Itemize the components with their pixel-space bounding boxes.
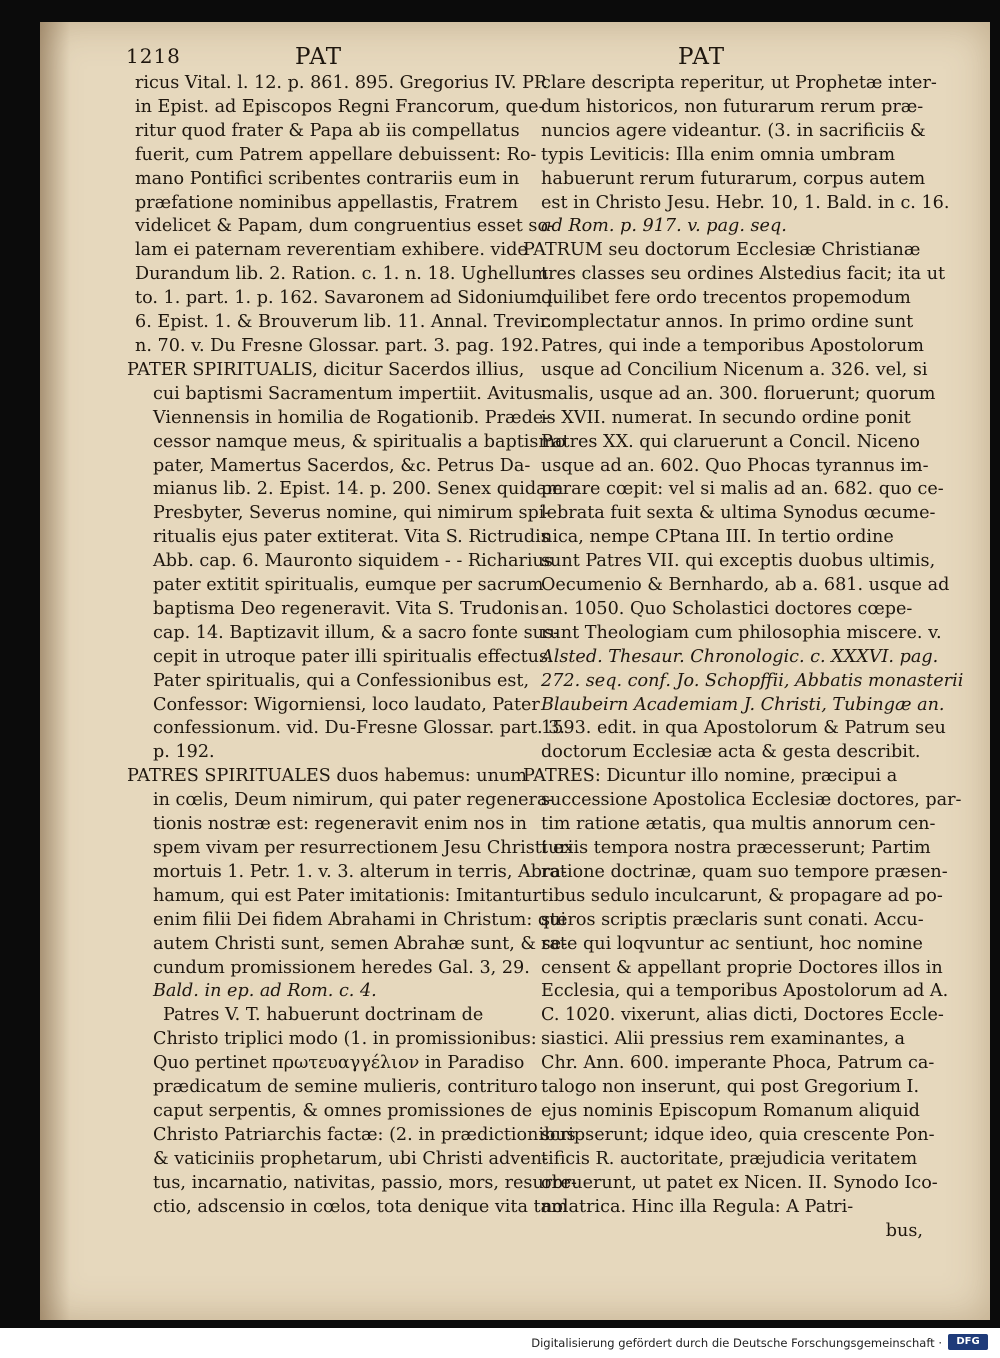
text-line: ejus nominis Episcopum Romanum aliquid — [541, 1100, 920, 1121]
footer-credit: Digitalisierung gefördert durch die Deutsche Forschungsgemeinschaft · — [531, 1336, 942, 1350]
text-line: Abb. cap. 6. Mauronto siquidem - - Richarius — [153, 551, 553, 572]
text-line: prædicatum de semine mulieris, contrituro — [153, 1077, 538, 1098]
text-line: confessionum. vid. Du-Fresne Glossar. part. 3. — [153, 718, 565, 739]
text-line: tionis nostræ est: regeneravit enim nos in — [153, 814, 527, 835]
text-line: pater, Mamertus Sacerdos, &c. Petrus Da- — [153, 455, 531, 476]
text-line: is XVII. numerat. In secundo ordine ponit — [541, 407, 911, 428]
text-line: nica, nempe CPtana III. In tertio ordine — [541, 527, 894, 548]
text-line: successione Apostolica Ecclesiæ doctores, par- — [541, 790, 962, 811]
text-line: Patres XX. qui claruerunt a Concil. Niceno — [541, 431, 920, 452]
text-line: talogo non inserunt, qui post Gregorium I. — [541, 1077, 920, 1098]
text-line: usque ad Concilium Nicenum a. 326. vel, si — [541, 359, 928, 380]
text-line: rate qui loqvuntur ac sentiunt, hoc nomine — [541, 933, 923, 954]
text-line: obruerunt, ut patet ex Nicen. II. Synodo Ico- — [541, 1172, 938, 1193]
text-line: cap. 14. Baptizavit illum, & a sacro fonte sus- — [153, 622, 559, 643]
text-line: lebrata fuit sexta & ultima Synodus œcume- — [541, 503, 936, 524]
text-line: Blaubeirn Academiam J. Christi, Tubingæ an. — [541, 694, 945, 715]
text-line: Christo Patriarchis factæ: (2. in prædictionibus — [153, 1124, 576, 1145]
text-line: fuerit, cum Patrem appellare debuissent: Ro- — [135, 144, 537, 165]
text-line: siastici. Alii pressius rem examinantes, a — [541, 1029, 906, 1050]
text-line: dum historicos, non futurarum rerum præ- — [541, 96, 924, 117]
text-line: censent & appellant proprie Doctores illos in — [541, 957, 943, 978]
text-line: Ecclesia, qui a temporibus Apostolorum ad A. — [541, 981, 949, 1002]
text-line: Oecumenio & Bernhardo, ab a. 681. usque ad — [541, 575, 950, 596]
text-line: Patres V. T. habuerunt doctrinam de — [163, 1005, 484, 1026]
text-line: cepit in utroque pater illi spiritualis effectus. — [153, 646, 554, 667]
text-line: runt Theologiam cum philosophia miscere. v. — [541, 622, 942, 643]
text-line: malis, usque ad an. 300. floruerunt; quorum — [541, 383, 936, 404]
text-line: cundum promissionem heredes Gal. 3, 29. — [153, 957, 530, 978]
text-line: cessor namque meus, & spiritualis a baptismo — [153, 431, 566, 452]
text-line: sunt Patres VII. qui exceptis duobus ultimis, — [541, 551, 936, 572]
entry-heading-line: PATRES SPIRITUALES duos habemus: unum — [127, 766, 527, 787]
entry-heading-line: PATER SPIRITUALIS, dicitur Sacerdos illius, — [127, 359, 525, 380]
entry-heading-line: PATRUM seu doctorum Ecclesiæ Christianæ — [523, 240, 921, 261]
text-line: Confessor: Wigorniensi, loco laudato, Pater — [153, 694, 540, 715]
text-line: & vaticiniis prophetarum, ubi Christi adven- — [153, 1148, 548, 1169]
text-line: enim filii Dei fidem Abrahami in Christum: qui — [153, 909, 567, 930]
text-line: perare cœpit: vel si malis ad an. 682. quo ce- — [541, 479, 944, 500]
text-line: tres classes seu ordines Alstedius facit; ita ut — [541, 264, 946, 285]
text-line: præfatione nominibus appellastis, Fratrem — [135, 192, 519, 213]
text-line: 6. Epist. 1. & Brouverum lib. 11. Annal. Trevir. — [135, 312, 552, 333]
text-line: Viennensis in homilia de Rogationib. Præde- — [153, 407, 550, 428]
text-line: Alsted. Thesaur. Chronologic. c. XXXVI. pag. — [541, 646, 939, 667]
text-line: Christo triplici modo (1. in promissionibus: — [153, 1029, 537, 1050]
text-line: quilibet fere ordo trecentos propemodum — [541, 288, 911, 309]
text-line: lam ei paternam reverentiam exhibere. vide — [135, 240, 528, 261]
text-line: Durandum lib. 2. Ration. c. 1. n. 18. Ughellum — [135, 264, 549, 285]
text-line: 1593. edit. in qua Apostolorum & Patrum seu — [541, 718, 946, 739]
text-line: to. 1. part. 1. p. 162. Savaronem ad Sidonium l. — [135, 288, 559, 309]
text-line: an. 1050. Quo Scholastici doctores cœpe- — [541, 598, 913, 619]
digitization-footer — [0, 1328, 1000, 1358]
left-column-text — [127, 72, 577, 1220]
text-line: doctorum Ecclesiæ acta & gesta describit. — [541, 742, 921, 763]
text-line: est in Christo Jesu. Hebr. 10, 1. Bald. in c. 16. — [541, 192, 950, 213]
text-line: baptisma Deo regeneravit. Vita S. Trudonis — [153, 598, 540, 619]
text-line: mianus lib. 2. Epist. 14. p. 200. Senex quidam — [153, 479, 564, 500]
text-line: spem vivam per resurrectionem Jesu Christi ex — [153, 838, 574, 858]
text-line: n. 70. v. Du Fresne Glossar. part. 3. pag. 192. — [135, 335, 540, 356]
text-line: nolatrica. Hinc illa Regula: A Patri- — [541, 1196, 854, 1217]
text-line: scripserunt; idque ideo, quia crescente Pon- — [541, 1124, 935, 1145]
text-line: 272. seq. conf. Jo. Schopffii, Abbatis monasterii — [541, 670, 964, 691]
entry-heading-line: PATRES: Dicuntur illo nomine, præcipui a — [523, 766, 898, 787]
text-line: mortuis 1. Petr. 1. v. 3. alterum in terris, Abra- — [153, 861, 567, 882]
text-line: pater extitit spiritualis, eumque per sacrum — [153, 575, 544, 596]
catchword: bus, — [885, 1220, 923, 1241]
text-line: ritualis ejus pater extiterat. Vita S. Rictrudis — [153, 527, 550, 548]
text-line: clare descripta reperitur, ut Prophetæ inter- — [541, 73, 937, 93]
text-line: tificis R. auctoritate, præjudicia veritatem — [541, 1148, 918, 1169]
text-line: Bald. in ep. ad Rom. c. 4. — [153, 981, 377, 1002]
text-line: ritur quod frater & Papa ab iis compellatus — [135, 120, 520, 141]
text-line: ctio, adscensio in cœlos, tota denique vita tam — [153, 1196, 568, 1217]
dfg-logo: DFG — [948, 1334, 988, 1350]
text-line: Quo pertinet πρωτευαγγέλιον in Paradiso — [153, 1053, 525, 1074]
text-line: hamum, qui est Pater imitationis: Imitantur — [153, 885, 541, 906]
text-line: nuncios agere videantur. (3. in sacrificiis & — [541, 120, 926, 141]
text-line: caput serpentis, & omnes promissiones de — [153, 1100, 533, 1121]
text-line: tim ratione ætatis, qua multis annorum cen- — [541, 814, 936, 835]
text-line: in cœlis, Deum nimirum, qui pater regenera- — [153, 790, 554, 811]
text-line: p. 192. — [153, 742, 215, 763]
text-line: steros scriptis præclaris sunt conati. Accu- — [541, 909, 924, 930]
right-column-text — [523, 72, 964, 1243]
text-line: ricus Vital. l. 12. p. 861. 895. Gregorius IV. PP. — [135, 73, 548, 93]
text-line: tibus sedulo inculcarunt, & propagare ad po- — [541, 885, 943, 906]
text-line: videlicet & Papam, dum congruentius esset so- — [135, 216, 554, 237]
text-line: in Epist. ad Episcopos Regni Francorum, que- — [135, 96, 545, 117]
text-line: habuerunt rerum futurarum, corpus autem — [541, 168, 926, 189]
text-line: usque ad an. 602. Quo Phocas tyrannus im- — [541, 455, 929, 476]
page-gutter-shadow — [40, 22, 70, 1320]
text-line: Patres, qui inde a temporibus Apostolorum — [541, 335, 924, 356]
text-line: Chr. Ann. 600. imperante Phoca, Patrum ca- — [541, 1053, 935, 1074]
text-line: typis Leviticis: Illa enim omnia umbram — [541, 144, 896, 165]
text-line: ratione doctrinæ, quam suo tempore præsen- — [541, 861, 948, 882]
text-line: complectatur annos. In primo ordine sunt — [541, 312, 914, 333]
text-line: tus, incarnatio, nativitas, passio, mors, resurre- — [153, 1172, 577, 1193]
text-line: cui baptismi Sacramentum impertiit. Avitus — [153, 383, 543, 404]
text-line: Presbyter, Severus nomine, qui nimirum spi- — [153, 503, 551, 524]
page-number: 1218 — [126, 44, 181, 68]
text-line: ad Rom. p. 917. v. pag. seq. — [541, 216, 787, 237]
running-head-right: PAT — [678, 44, 726, 70]
text-line: turiis tempora nostra præcesserunt; Partim — [541, 838, 931, 858]
text-line: mano Pontifici scribentes contrariis eum in — [135, 168, 520, 189]
text-line: C. 1020. vixerunt, alias dicti, Doctores Eccle- — [541, 1005, 944, 1026]
running-head-left: PAT — [295, 44, 343, 70]
text-line: autem Christi sunt, semen Abrahæ sunt, & se- — [153, 933, 568, 954]
text-line: Pater spiritualis, qui a Confessionibus est, — [153, 670, 530, 691]
